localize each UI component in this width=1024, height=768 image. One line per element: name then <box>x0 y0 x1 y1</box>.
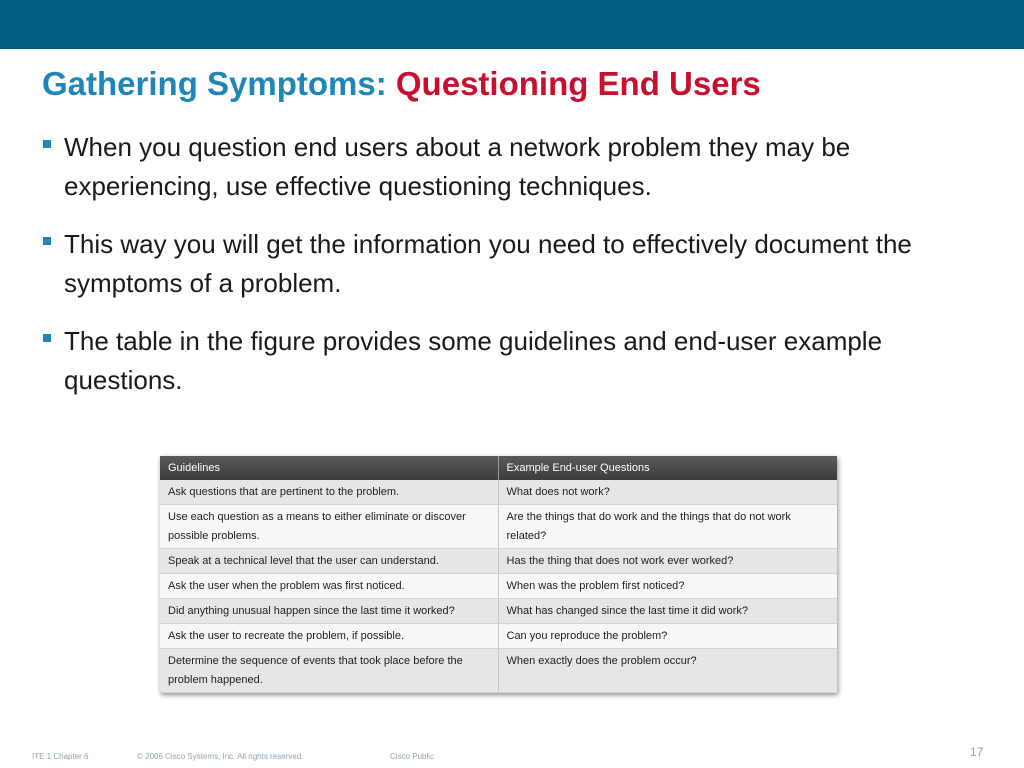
header-guidelines: Guidelines <box>160 456 498 480</box>
bullet-square-icon <box>43 237 51 245</box>
slide-title-part2: Questioning End Users <box>395 65 761 102</box>
guideline-cell: Use each question as a means to either eliminate or discover possible problems. <box>160 505 498 549</box>
footer-course: ITE 1 Chapter 6 <box>32 752 89 761</box>
question-cell: When was the problem first noticed? <box>498 574 837 599</box>
page-number: 17 <box>970 745 984 759</box>
guideline-cell: Speak at a technical level that the user can understand. <box>160 549 498 574</box>
question-cell: What does not work? <box>498 480 837 505</box>
bullet-square-icon <box>43 140 51 148</box>
table-header-row <box>160 456 837 480</box>
guideline-cell: Ask the user to recreate the problem, if possible. <box>160 624 498 649</box>
question-cell: What has changed since the last time it did work? <box>498 599 837 624</box>
table-row <box>160 649 837 693</box>
question-cell: Are the things that do work and the things that do not work related? <box>498 505 837 549</box>
footer-copyright: © 2006 Cisco Systems, Inc. All rights reserved. <box>137 752 304 761</box>
table-row <box>160 505 837 549</box>
bullet-text: This way you will get the information you need to effectively document the symptoms of a problem. <box>64 229 912 298</box>
footer-classification: Cisco Public <box>390 752 435 761</box>
guidelines-table <box>160 456 837 693</box>
bullet-item <box>42 225 992 303</box>
bullet-text: When you question end users about a network problem they may be experiencing, use effective questioning techniques. <box>64 132 851 201</box>
guideline-cell: Ask questions that are pertinent to the problem. <box>160 480 498 505</box>
table-row <box>160 480 837 505</box>
table-row <box>160 624 837 649</box>
bullet-list <box>42 128 992 419</box>
slide-title <box>42 66 761 102</box>
table-row <box>160 549 837 574</box>
question-cell: Has the thing that does not work ever worked? <box>498 549 837 574</box>
question-cell: Can you reproduce the problem? <box>498 624 837 649</box>
bullet-square-icon <box>43 334 51 342</box>
slide-footer <box>0 752 1024 766</box>
top-banner <box>0 0 1024 49</box>
guideline-cell: Determine the sequence of events that took place before the problem happened. <box>160 649 498 693</box>
guideline-cell: Ask the user when the problem was first noticed. <box>160 574 498 599</box>
table-row <box>160 574 837 599</box>
guidelines-table-figure <box>160 456 837 693</box>
bullet-text: The table in the figure provides some guidelines and end-user example questions. <box>64 326 883 395</box>
question-cell: When exactly does the problem occur? <box>498 649 837 693</box>
table-row <box>160 599 837 624</box>
bullet-item <box>42 322 992 400</box>
guideline-cell: Did anything unusual happen since the last time it worked? <box>160 599 498 624</box>
slide-title-part1: Gathering Symptoms: <box>42 65 396 102</box>
header-example-questions: Example End-user Questions <box>498 456 837 480</box>
bullet-item <box>42 128 992 206</box>
